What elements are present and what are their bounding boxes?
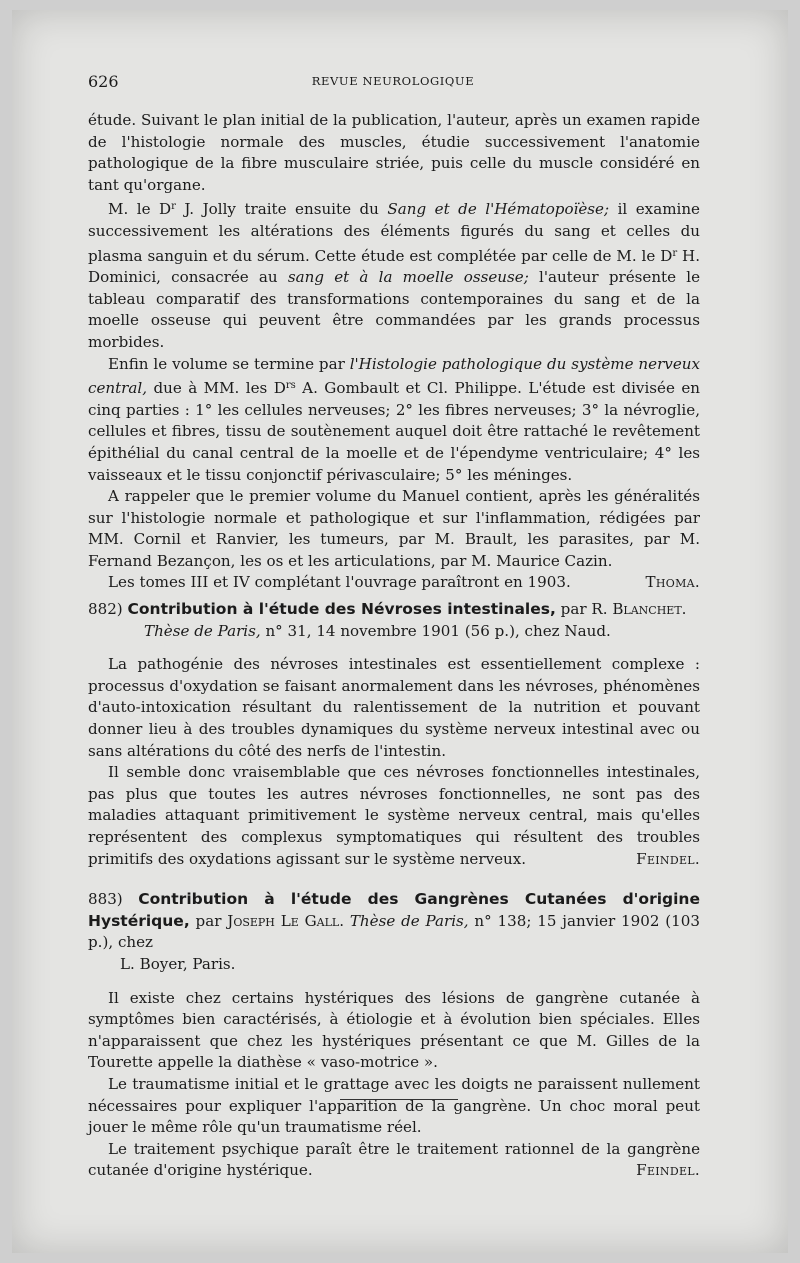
text-run: il examine successivement les altérations des éléments figurés du sang et celles du plasma sanguin et du sérum. Cette étude est complétée par celle de M. le D: [88, 200, 700, 265]
text-run: due à MM. les D: [147, 379, 286, 398]
superscript: rs: [285, 380, 296, 392]
signature: Thoma.: [645, 573, 700, 592]
page-number: 626: [88, 72, 119, 91]
article-heading: [88, 599, 700, 642]
text-run: H. Dominici, consacrée au: [88, 246, 700, 287]
paragraph: [88, 354, 700, 487]
end-rule: [340, 1099, 458, 1100]
page-body: [88, 110, 700, 1182]
running-title: REVUE NEUROLOGIQUE: [311, 74, 475, 88]
italic-title: Sang et de l'Hématopoïèse;: [387, 200, 610, 219]
reference-italic: Thèse de Paris,: [344, 911, 469, 930]
spacer: [88, 642, 700, 654]
paragraph: [88, 572, 700, 594]
article-reference: [88, 621, 700, 643]
text-run: par R.: [555, 600, 613, 619]
paragraph: Il existe chez certains hystériques des lésions de gangrène cutanée à symptômes bien caractérisés, à étiologie et à évolution bien spéciales. Elles n'apparaissent que chez les hystériques présentant ce que M. Gilles de la Tourette appelle la diathèse « vaso-motrice ».: [88, 988, 700, 1072]
paragraph: A rappeler que le premier volume du Manuel contient, après les généralités sur l'histologie normale et pathologique et sur l'inflammation, rédigées par MM. Cornil et Ranvier, les tumeurs, par M. Brault, les parasites, par M. Fernand Bezançon, les os et les articulations, par M. Maurice Cazin.: [88, 487, 700, 570]
reference-italic: Thèse de Paris,: [144, 621, 261, 640]
italic-title: l'Histologie pathologique du système nerveux central,: [88, 354, 700, 398]
signature: Feindel.: [636, 849, 700, 868]
paragraph: [88, 762, 700, 870]
text-run: A. Gombault et Cl. Philippe. L'étude est divisée en cinq parties : 1° les cellules nerveuses; 2° les fibres nerveuses; 3° la névroglie, cellules et fibres, tissu de soutènement auquel doit être rattaché le revêtement épithélial du canal central de la moelle et de l'épendyme ventriculaire; 4° les vaisseaux et le tissu conjonctif périvasculaire; 5° les méninges.: [88, 379, 700, 484]
text-run: Le traitement psychique paraît être le traitement rationnel de la gangrène cutanée d'origine hystérique.: [88, 1139, 700, 1180]
article-title: Contribution à l'étude des Névroses intestinales,: [127, 600, 556, 619]
text-run: J. Jolly traite ensuite du: [175, 200, 388, 219]
paragraph: Le traumatisme initial et le grattage avec les doigts ne paraissent nullement nécessaires pour expliquer l'apparition de la gangrène. Un choc moral peut jouer le même rôle qu'un traumatisme réel.: [88, 1074, 700, 1137]
text-run: Il semble donc vraisemblable que ces névroses fonctionnelles intestinales, pas plus que toutes les autres névroses fonctionnelles, ne sont pas des maladies attaquant primitivement le système nerveux central, mais qu'elles représentent des complexus symptomatiques qui résultent des troubles primitifs des oxydations agissant sur le système nerveux.: [88, 763, 700, 868]
paragraph: [88, 1139, 700, 1182]
spacer: [88, 976, 700, 988]
superscript: r: [171, 201, 176, 213]
italic-title: sang et à la moelle osseuse;: [287, 268, 529, 287]
paragraph: La pathogénie des névroses intestinales est essentiellement complexe : processus d'oxydation se faisant anormalement dans les névroses, phénomènes d'auto-intoxication résultant du ralentissement de la nutrition et pouvant donner lieu à des troubles dynamiques du système nerveux intestinal avec ou sans altérations du côté des nerfs de l'intestin.: [88, 655, 700, 760]
article-number: 883): [88, 890, 123, 909]
superscript: r: [672, 247, 678, 259]
article-reference: L. Boyer, Paris.: [120, 954, 236, 973]
text-run: l'auteur présente le tableau comparatif des transformations contemporaines du sang et de la moelle osseuse qui peuvent être commandées par les grands processus morbides.: [88, 268, 701, 351]
text-run: Les tomes III et IV complétant l'ouvrage paraîtront en 1903.: [108, 573, 571, 592]
text-run: n° 138; 15 janvier 1902 (103 p.), chez: [88, 911, 700, 952]
paragraph: [88, 196, 700, 353]
page-header: [88, 72, 698, 94]
text-run: Enfin le volume se termine par: [108, 354, 350, 373]
text-run: M. le D: [108, 200, 172, 219]
article-number: 882): [88, 600, 123, 619]
paragraph: étude. Suivant le plan initial de la publication, l'auteur, après un examen rapide de l'histologie normale des muscles, étudie successivement l'anatomie pathologique de la fibre musculaire striée, puis celle du muscle considéré en tant qu'organe.: [88, 111, 700, 194]
article-883: [88, 889, 700, 1182]
article-heading: [88, 889, 700, 975]
spacer: [88, 870, 700, 884]
article-author: Joseph Le Gall.: [227, 911, 345, 930]
text-run: par: [189, 911, 228, 930]
article-882: [88, 599, 700, 870]
article-title: Contribution à l'étude des Gangrènes Cutanées d'origine Hystérique,: [88, 890, 700, 930]
text-run: n° 31, 14 novembre 1901 (56 p.), chez Naud.: [260, 621, 611, 640]
article-author: Blanchet.: [612, 600, 687, 619]
signature: Feindel.: [636, 1161, 700, 1180]
